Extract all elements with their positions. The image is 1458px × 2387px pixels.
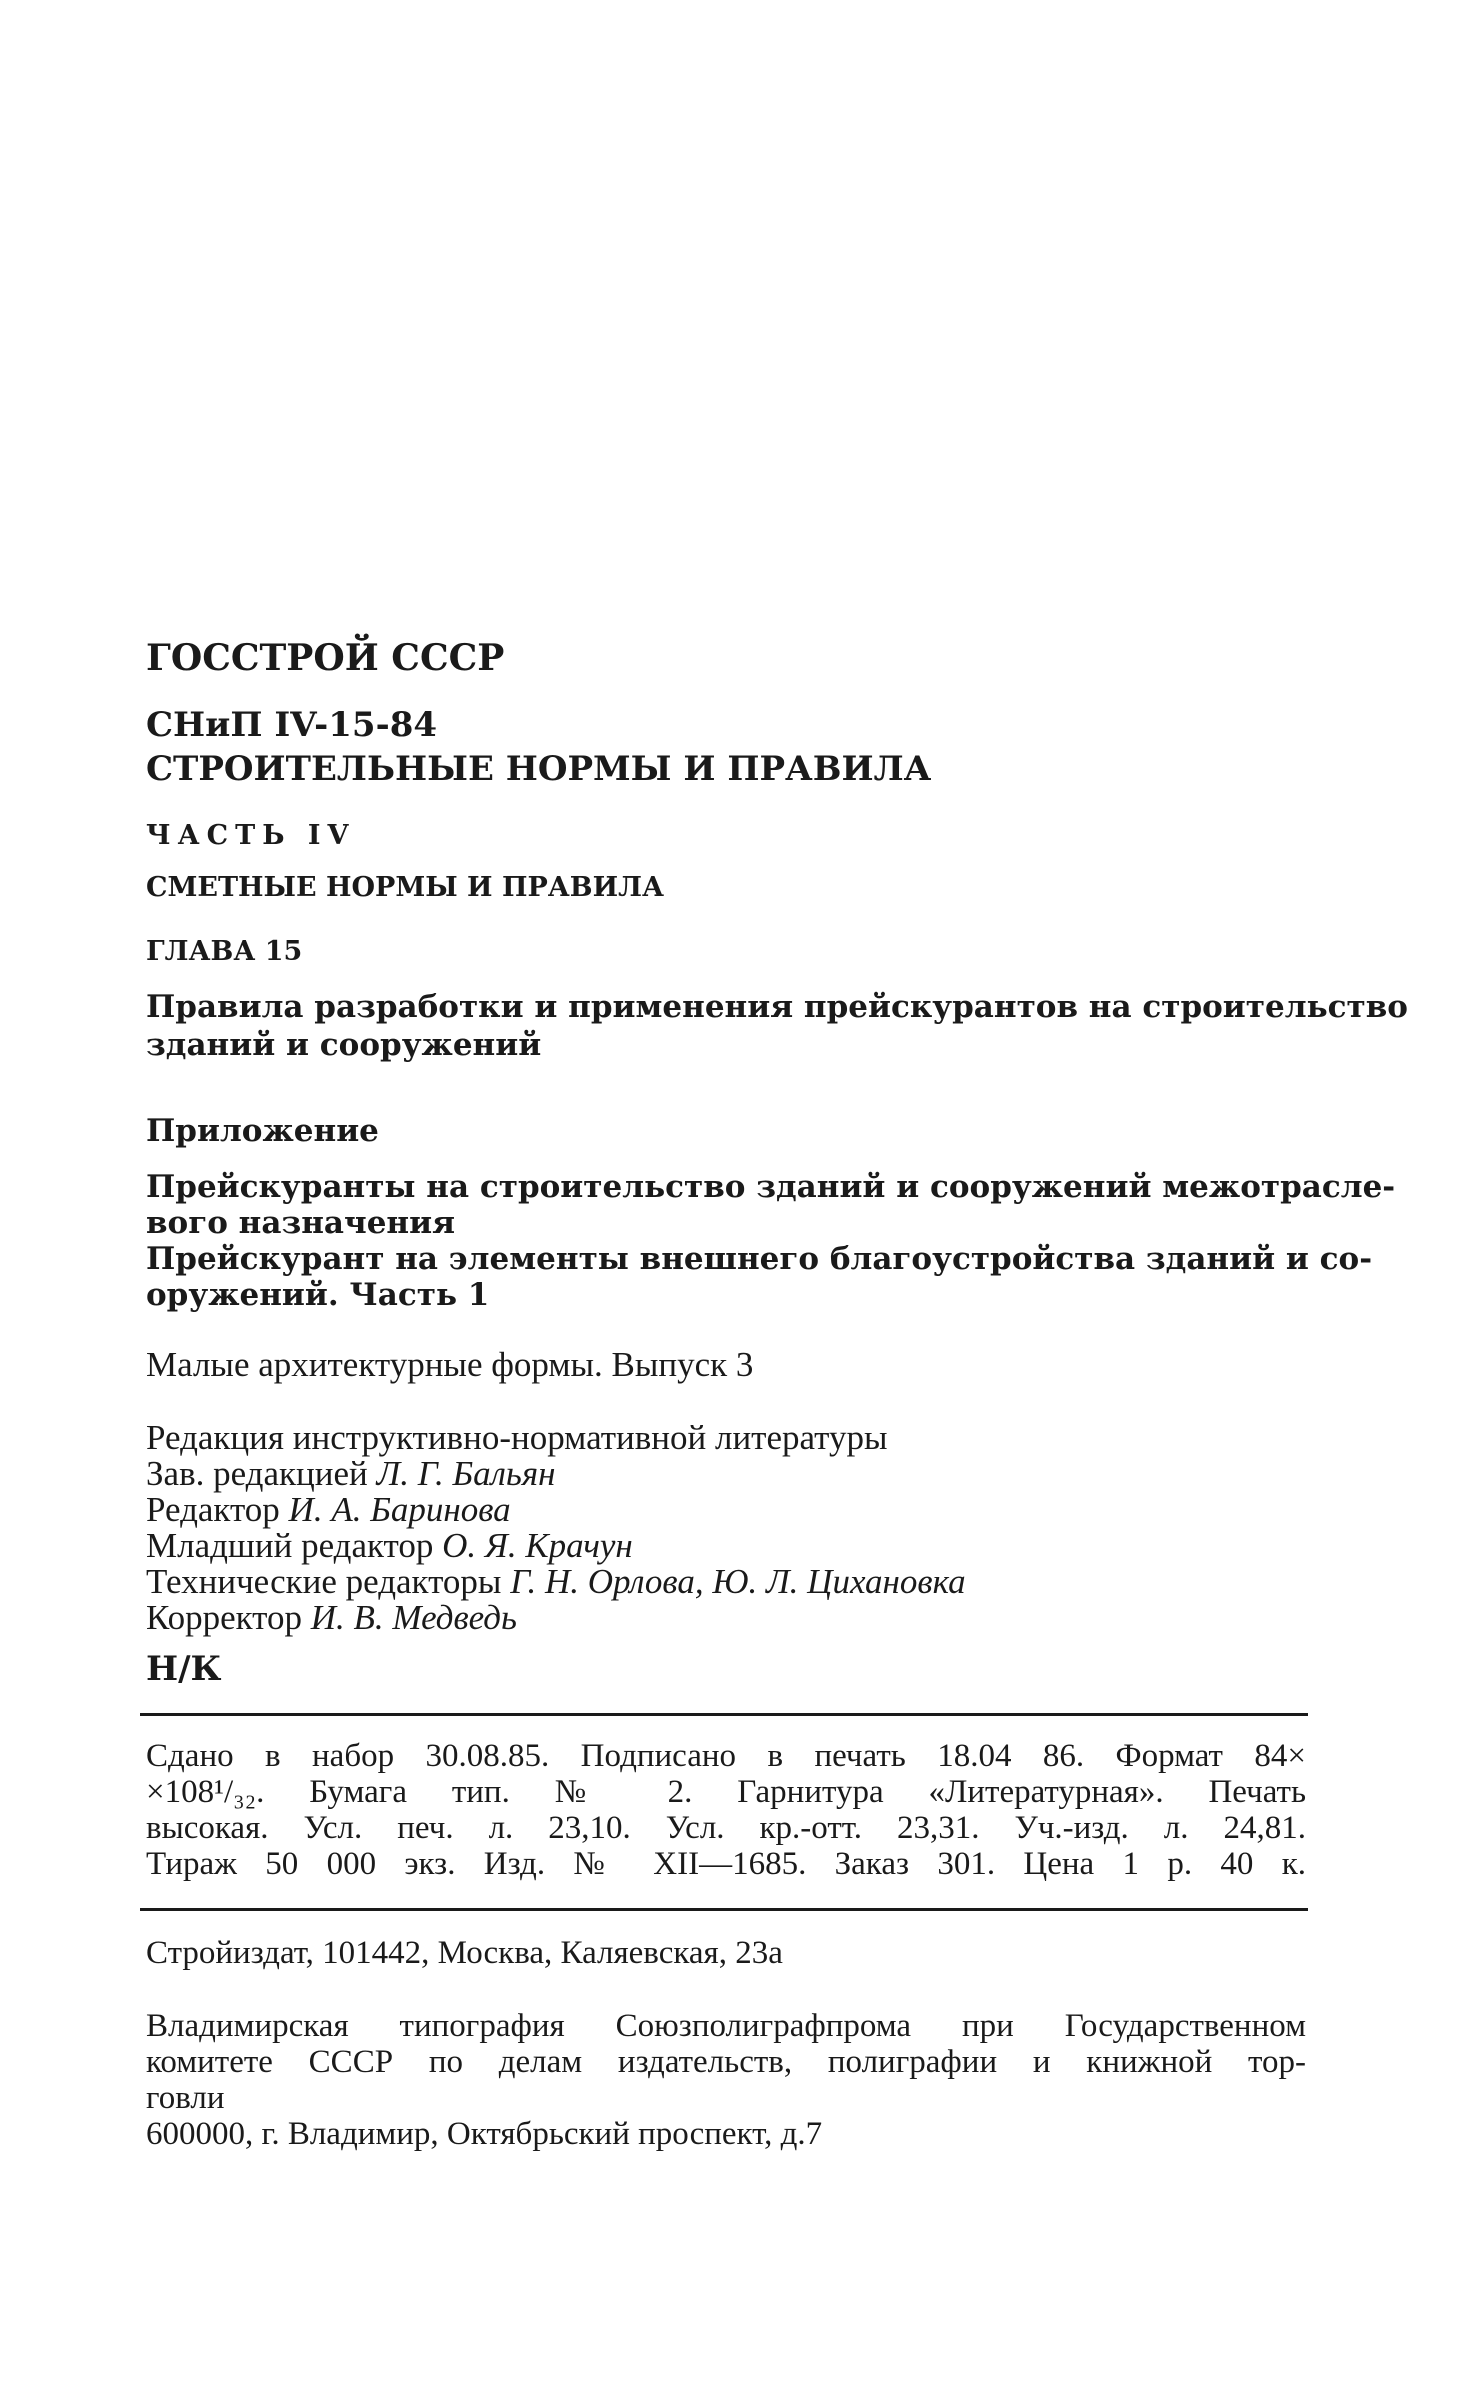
appendix-heading: Приложение xyxy=(146,1113,379,1149)
publisher-address: Стройиздат, 101442, Москва, Каляевская, 23а xyxy=(146,1935,783,1971)
editorial-head-role: Зав. редакцией xyxy=(146,1454,368,1493)
imprint-line-3: высокая. Усл. печ. л. 23,10. Усл. кр.-отт. 23,31. Уч.-изд. л. 24,81. xyxy=(146,1810,1306,1846)
org-name: ГОССТРОЙ СССР xyxy=(146,637,505,679)
corrector-role: Корректор xyxy=(146,1598,303,1637)
technical-editors xyxy=(146,1564,1306,1599)
editorial-head xyxy=(146,1456,1306,1491)
technical-editors-role: Технические редакторы xyxy=(146,1562,502,1601)
document-title-line-2: зданий и сооружений xyxy=(146,1027,542,1063)
printer-line-3: говли xyxy=(146,2080,225,2116)
issue-title: Малые архитектурные формы. Выпуск 3 xyxy=(146,1345,754,1384)
series-title: СТРОИТЕЛЬНЫЕ НОРМЫ И ПРАВИЛА xyxy=(146,749,932,789)
appendix-line-3: Прейскурант на элементы внешнего благоустройства зданий и со- xyxy=(146,1241,1373,1277)
nk-mark: Н/К xyxy=(146,1649,222,1689)
chapter-label: ГЛАВА 15 xyxy=(146,936,303,967)
printer-line-2: комитете СССР по делам издательств, полиграфии и книжной тор- xyxy=(146,2044,1306,2080)
editor-name: И. А. Баринова xyxy=(288,1490,511,1529)
editor xyxy=(146,1492,1306,1527)
junior-editor xyxy=(146,1528,1306,1563)
document-title-line-1: Правила разработки и применения прейскурантов на строительство xyxy=(146,989,1408,1025)
appendix-line-2: вого назначения xyxy=(146,1205,456,1241)
part-label: ЧАСТЬ IV xyxy=(146,820,356,851)
corrector-name: И. В. Медведь xyxy=(310,1598,517,1637)
printer-line-4: 600000, г. Владимир, Октябрьский проспект, д.7 xyxy=(146,2116,823,2152)
top-rule xyxy=(140,1713,1308,1716)
imprint-line-1: Сдано в набор 30.08.85. Подписано в печать 18.04 86. Формат 84× xyxy=(146,1738,1306,1774)
appendix-line-1: Прейскуранты на строительство зданий и сооружений межотрасле- xyxy=(146,1169,1396,1205)
printer-line-1: Владимирская типография Союзполиграфпрома при Государственном xyxy=(146,2008,1306,2044)
technical-editors-names: Г. Н. Орлова, Ю. Л. Цихановка xyxy=(510,1562,966,1601)
editorial-head-name: Л. Г. Бальян xyxy=(376,1454,556,1493)
imprint-line-2: ×108¹/₃₂. Бумага тип. № 2. Гарнитура «Литературная». Печать xyxy=(146,1774,1306,1810)
junior-editor-name: О. Я. Крачун xyxy=(442,1526,633,1565)
standard-code: СНиП IV-15-84 xyxy=(146,705,438,745)
bottom-rule xyxy=(140,1908,1308,1911)
imprint-line-4: Тираж 50 000 экз. Изд. № XII—1685. Заказ 301. Цена 1 р. 40 к. xyxy=(146,1846,1306,1882)
part-title: СМЕТНЫЕ НОРМЫ И ПРАВИЛА xyxy=(146,872,664,903)
junior-editor-role: Младший редактор xyxy=(146,1526,434,1565)
appendix-line-4: оружений. Часть 1 xyxy=(146,1277,490,1313)
editor-role: Редактор xyxy=(146,1490,280,1529)
corrector xyxy=(146,1600,1306,1635)
editorial-dept: Редакция инструктивно-нормативной литературы xyxy=(146,1418,888,1457)
